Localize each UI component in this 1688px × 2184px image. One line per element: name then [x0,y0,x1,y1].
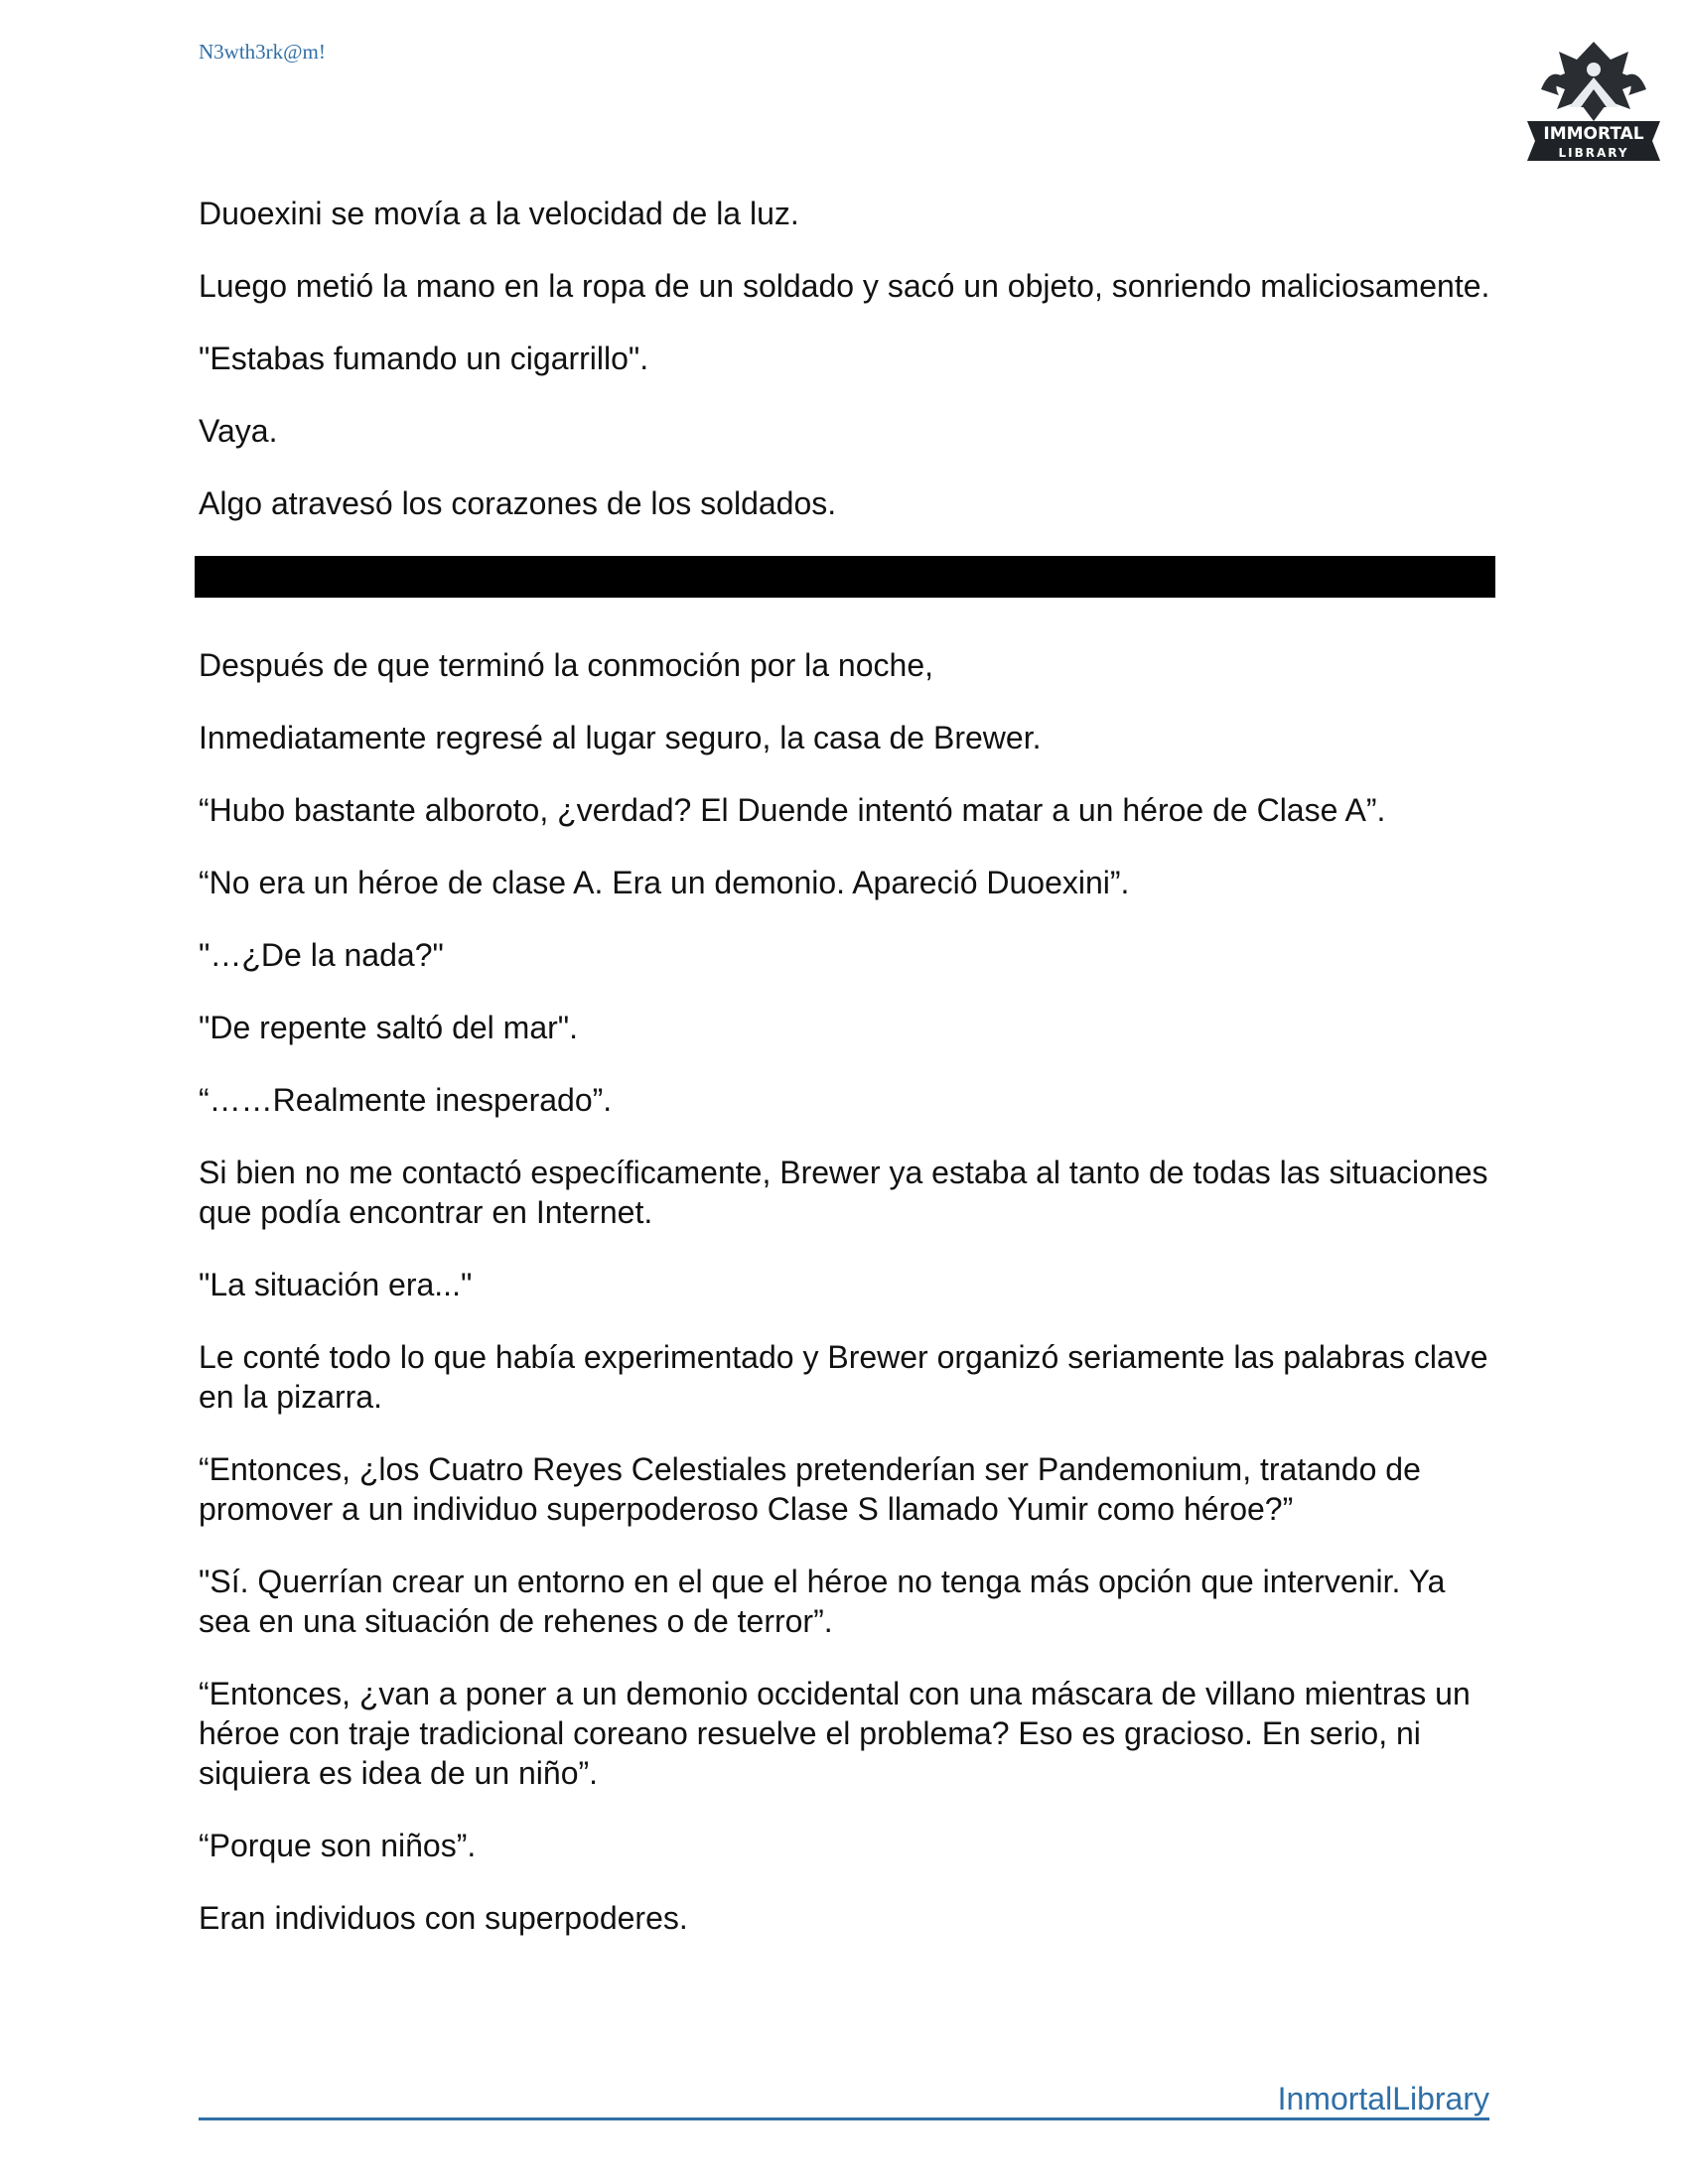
paragraph: “Hubo bastante alboroto, ¿verdad? El Duende intentó matar a un héroe de Clase A”. [199,792,1386,828]
paragraph: Duoexini se movía a la velocidad de la luz. [199,196,799,231]
immortal-library-logo-icon [1519,30,1668,169]
footer-link[interactable]: InmortalLibrary [1277,2081,1489,2116]
section-divider [195,556,1495,598]
paragraph: “……Realmente inesperado”. [199,1082,613,1118]
logo-line2: LIBRARY [1558,146,1629,160]
paragraph: Inmediatamente regresé al lugar seguro, la casa de Brewer. [199,720,1042,755]
paragraph: "Sí. Querrían crear un entorno en el que el héroe no tenga más opción que intervenir. Ya sea en una situación de rehenes o de terror”. [199,1564,1446,1639]
paragraph: Después de que terminó la conmoción por la noche, [199,647,933,683]
paragraph: “Entonces, ¿van a poner a un demonio occidental con una máscara de villano mientras un héroe con traje tradicional coreano resuelve el problema? Eso es gracioso. En serio, ni siquiera es idea de un niño”. [199,1676,1471,1791]
paragraph: “Entonces, ¿los Cuatro Reyes Celestiales pretenderían ser Pandemonium, tratando de promover a un individuo superpoderoso Clase S llamado Yumir como héroe?” [199,1451,1421,1527]
header-tag: N3wth3rk@m! [199,40,326,64]
document-body [199,194,1499,1971]
logo-line1: IMMORTAL [1543,124,1644,144]
footer-rule [199,2117,1489,2120]
paragraph: "…¿De la nada?" [199,937,444,973]
paragraph: Eran individuos con superpoderes. [199,1900,688,1936]
paragraph: "La situación era..." [199,1267,473,1302]
paragraph: Le conté todo lo que había experimentado y Brewer organizó seriamente las palabras clave en la pizarra. [199,1339,1488,1415]
paragraph: “Porque son niños”. [199,1828,477,1863]
paragraph: "Estabas fumando un cigarrillo". [199,341,649,376]
paragraph: Si bien no me contactó específicamente, Brewer ya estaba al tanto de todas las situaciones que podía encontrar en Internet. [199,1155,1488,1230]
paragraph: "De repente saltó del mar". [199,1010,579,1045]
paragraph: Luego metió la mano en la ropa de un soldado y sacó un objeto, sonriendo maliciosamente. [199,268,1490,304]
paragraph: “No era un héroe de clase A. Era un demonio. Apareció Duoexini”. [199,865,1130,900]
paragraph: Vaya. [199,413,278,449]
paragraph: Algo atravesó los corazones de los soldados. [199,485,837,521]
